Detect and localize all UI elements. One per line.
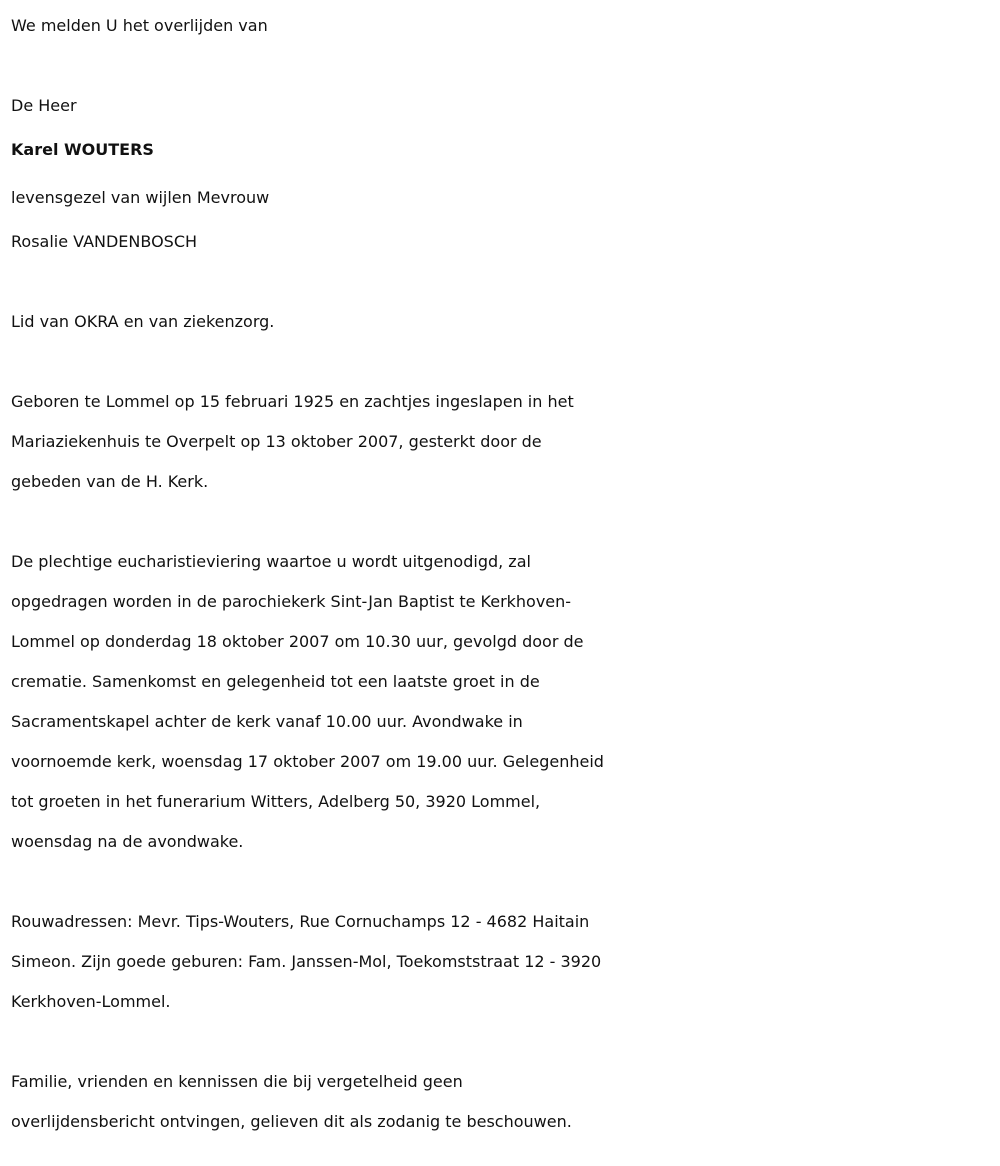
paragraph-line: crematie. Samenkomst en gelegenheid tot een laatste groet in de xyxy=(11,672,540,691)
relation-line-2: Rosalie VANDENBOSCH xyxy=(11,232,198,251)
paragraph-line: gebeden van de H. Kerk. xyxy=(11,472,209,491)
death-notice xyxy=(11,6,996,1142)
closing-paragraph xyxy=(11,1062,996,1142)
paragraph-line: opgedragen worden in de parochiekerk Sint-Jan Baptist te Kerkhoven- xyxy=(11,592,572,611)
relation-line-1: levensgezel van wijlen Mevrouw xyxy=(11,188,270,207)
deceased-name: Karel WOUTERS xyxy=(11,140,154,159)
paragraph-line: De plechtige eucharistieviering waartoe u wordt uitgenodigd, zal xyxy=(11,552,531,571)
addresses-paragraph xyxy=(11,902,996,1022)
paragraph-line: Simeon. Zijn goede geburen: Fam. Janssen-Mol, Toekomststraat 12 - 3920 xyxy=(11,952,602,971)
paragraph-line: Sacramentskapel achter de kerk vanaf 10.00 uur. Avondwake in xyxy=(11,712,523,731)
paragraph-line: voornoemde kerk, woensdag 17 oktober 2007 om 19.00 uur. Gelegenheid xyxy=(11,752,604,771)
deceased-block xyxy=(11,86,996,262)
paragraph-line: overlijdensbericht ontvingen, gelieven dit als zodanig te beschouwen. xyxy=(11,1112,572,1131)
paragraph-line: Rouwadressen: Mevr. Tips-Wouters, Rue Cornuchamps 12 - 4682 Haitain xyxy=(11,912,590,931)
paragraph-line: Kerkhoven-Lommel. xyxy=(11,992,171,1011)
paragraph-line: Mariaziekenhuis te Overpelt op 13 oktober 2007, gesterkt door de xyxy=(11,432,542,451)
paragraph-line: woensdag na de avondwake. xyxy=(11,832,244,851)
title-prefix: De Heer xyxy=(11,96,77,115)
ceremony-paragraph xyxy=(11,542,996,862)
paragraph-line: Familie, vrienden en kennissen die bij vergetelheid geen xyxy=(11,1072,463,1091)
paragraph-line: Geboren te Lommel op 15 februari 1925 en zachtjes ingeslapen in het xyxy=(11,392,574,411)
paragraph-line: Lommel op donderdag 18 oktober 2007 om 10.30 uur, gevolgd door de xyxy=(11,632,584,651)
intro-line: We melden U het overlijden van xyxy=(11,16,268,35)
membership-paragraph xyxy=(11,302,996,342)
membership-line: Lid van OKRA en van ziekenzorg. xyxy=(11,312,275,331)
birth-death-paragraph xyxy=(11,382,996,502)
paragraph-line: tot groeten in het funerarium Witters, Adelberg 50, 3920 Lommel, xyxy=(11,792,541,811)
